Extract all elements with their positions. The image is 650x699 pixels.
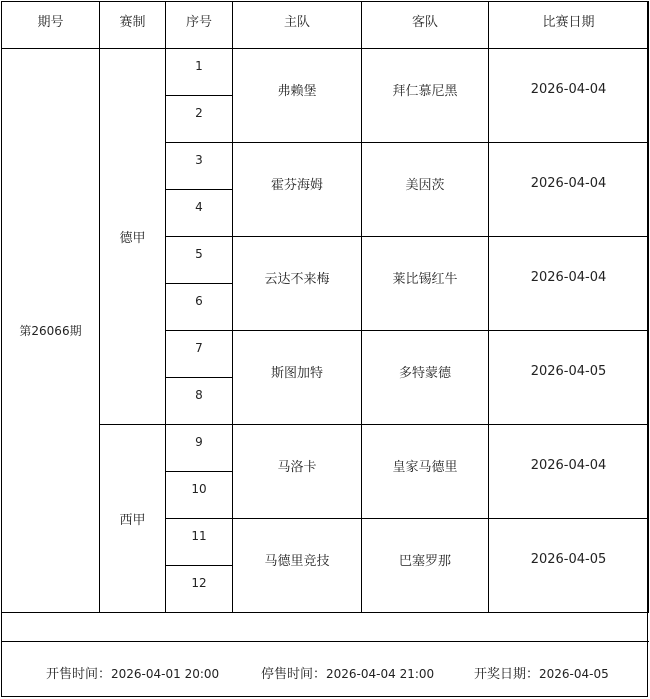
away-team-cell: 多特蒙德 (362, 331, 489, 425)
header-seq: 序号 (166, 2, 233, 49)
sale-start-label: 开售时间： (46, 666, 112, 682)
sale-stop (261, 663, 434, 682)
home-team-cell: 云达不来梅 (233, 237, 362, 331)
home-team-cell: 马德里竞技 (233, 519, 362, 613)
draw-date-value: 2026-04-05 (539, 666, 609, 681)
header-home: 主队 (233, 2, 362, 49)
away-team-cell: 拜仁慕尼黑 (362, 49, 489, 143)
sale-start (46, 663, 219, 682)
match-date-cell: 2026-04-05 (489, 519, 649, 613)
match-schedule-table (1, 1, 649, 642)
away-team-cell: 美因茨 (362, 143, 489, 237)
period-cell: 第26066期 (2, 49, 100, 613)
home-team-cell: 霍芬海姆 (233, 143, 362, 237)
sale-stop-value: 2026-04-04 21:00 (326, 666, 435, 681)
seq-cell: 5 (166, 237, 233, 284)
home-team-cell: 弗赖堡 (233, 49, 362, 143)
seq-cell: 6 (166, 284, 233, 331)
seq-cell: 7 (166, 331, 233, 378)
header-league: 赛制 (100, 2, 166, 49)
seq-cell: 12 (166, 566, 233, 613)
away-team-cell: 皇家马德里 (362, 425, 489, 519)
header-row (2, 2, 649, 49)
league-cell-laliga: 西甲 (100, 425, 166, 613)
sale-start-value: 2026-04-01 20:00 (111, 666, 220, 681)
home-team-cell: 斯图加特 (233, 331, 362, 425)
away-team-cell: 莱比锡红牛 (362, 237, 489, 331)
sale-stop-label: 停售时间： (261, 666, 327, 682)
table-row (2, 425, 649, 472)
table-row (2, 49, 649, 96)
seq-cell: 11 (166, 519, 233, 566)
spacer-cell (2, 613, 649, 642)
seq-cell: 1 (166, 49, 233, 96)
header-period: 期号 (2, 2, 100, 49)
match-date-cell: 2026-04-04 (489, 49, 649, 143)
draw-date-label: 开奖日期： (474, 666, 540, 682)
league-cell-bundesliga: 德甲 (100, 49, 166, 425)
seq-cell: 3 (166, 143, 233, 190)
home-team-cell: 马洛卡 (233, 425, 362, 519)
seq-cell: 4 (166, 190, 233, 237)
seq-cell: 2 (166, 96, 233, 143)
draw-date (474, 663, 609, 682)
header-away: 客队 (362, 2, 489, 49)
match-date-cell: 2026-04-04 (489, 143, 649, 237)
sale-info-footer (1, 648, 648, 697)
seq-cell: 9 (166, 425, 233, 472)
match-date-cell: 2026-04-04 (489, 237, 649, 331)
match-date-cell: 2026-04-05 (489, 331, 649, 425)
seq-cell: 8 (166, 378, 233, 425)
spacer-row (2, 613, 649, 642)
match-date-cell: 2026-04-04 (489, 425, 649, 519)
header-date: 比赛日期 (489, 2, 649, 49)
away-team-cell: 巴塞罗那 (362, 519, 489, 613)
seq-cell: 10 (166, 472, 233, 519)
